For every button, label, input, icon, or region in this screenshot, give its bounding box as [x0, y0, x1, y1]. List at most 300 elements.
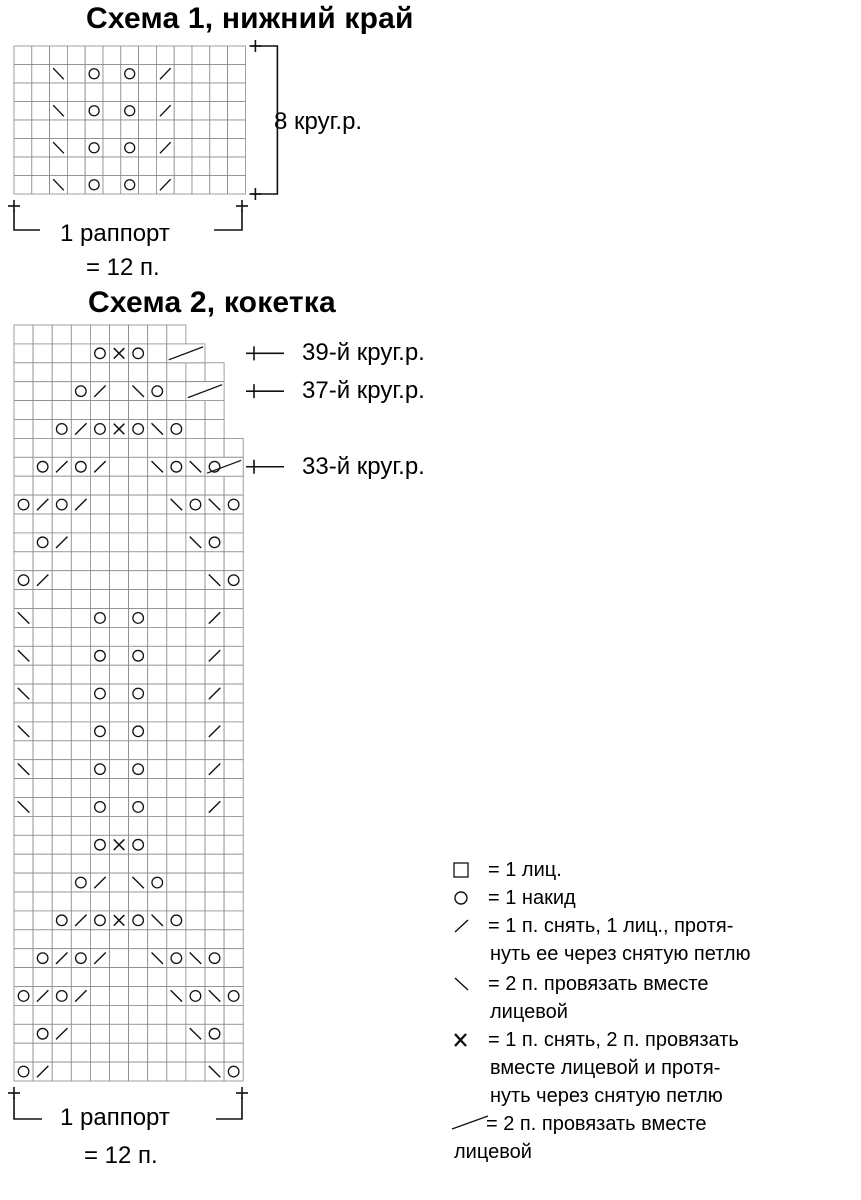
chart-cell	[90, 722, 109, 741]
chart-cell	[186, 741, 205, 760]
chart-cell	[129, 760, 148, 779]
chart-cell	[32, 120, 50, 139]
chart-cell	[67, 176, 85, 195]
chart-cell	[228, 102, 246, 121]
chart-cell	[167, 703, 186, 722]
chart-cell	[167, 741, 186, 760]
chart-cell	[224, 438, 243, 457]
chart-cell	[14, 495, 33, 514]
chart-cell	[224, 609, 243, 628]
chart-cell	[129, 552, 148, 571]
chart-cell	[14, 157, 32, 176]
legend-symbol-dec-left	[455, 978, 468, 990]
chart-cell	[14, 476, 33, 495]
chart-cell	[67, 65, 85, 84]
chart-cell	[85, 157, 103, 176]
chart-cell	[167, 930, 186, 949]
chart-cell	[52, 892, 71, 911]
chart-cell	[33, 533, 52, 552]
chart-cell	[52, 741, 71, 760]
chart-cell	[148, 968, 167, 987]
chart-cell	[205, 1024, 224, 1043]
chart-cell	[90, 325, 109, 344]
chart-cell	[110, 571, 129, 590]
chart1-plus-bottom-left	[8, 200, 20, 212]
chart-cell	[14, 457, 33, 476]
chart-cell	[224, 684, 243, 703]
chart-cell	[167, 363, 186, 382]
chart-cell	[186, 646, 205, 665]
chart-cell	[186, 627, 205, 646]
legend-symbol-yo	[455, 892, 467, 904]
chart-cell	[205, 854, 224, 873]
chart-cell	[224, 873, 243, 892]
chart-cell	[50, 83, 68, 102]
chart-cell	[224, 987, 243, 1006]
chart-cell	[205, 835, 224, 854]
chart-cell	[71, 703, 90, 722]
chart-cell	[71, 344, 90, 363]
chart-cell	[14, 1005, 33, 1024]
chart-cell	[148, 590, 167, 609]
chart-cell	[33, 1005, 52, 1024]
chart-cell	[52, 665, 71, 684]
chart-cell	[186, 590, 205, 609]
chart-cell	[103, 157, 121, 176]
chart1-plus-top-right	[249, 40, 261, 52]
chart-cell	[71, 684, 90, 703]
chart-cell	[52, 571, 71, 590]
chart2-marker-39	[246, 346, 284, 360]
chart-cell	[224, 627, 243, 646]
chart-cell	[224, 665, 243, 684]
chart-cell	[224, 514, 243, 533]
chart-cell	[32, 176, 50, 195]
chart-cell	[186, 571, 205, 590]
chart-cell	[52, 495, 71, 514]
chart-cell	[224, 968, 243, 987]
chart-cell	[167, 949, 186, 968]
chart-cell	[139, 102, 157, 121]
chart-cell	[90, 627, 109, 646]
chart-cell	[224, 741, 243, 760]
chart-cell	[129, 420, 148, 439]
chart-cell	[90, 684, 109, 703]
chart-cell	[90, 1005, 109, 1024]
chart-cell	[103, 65, 121, 84]
chart-cell	[121, 176, 139, 195]
chart-cell	[33, 1024, 52, 1043]
chart-cell	[14, 1024, 33, 1043]
chart-cell	[129, 495, 148, 514]
chart-cell	[14, 892, 33, 911]
chart-cell	[110, 325, 129, 344]
chart-cell	[129, 703, 148, 722]
chart-cell	[14, 102, 32, 121]
chart-cell	[14, 627, 33, 646]
chart-cell	[167, 722, 186, 741]
chart-cell	[14, 363, 33, 382]
chart-cell	[71, 627, 90, 646]
chart-cell	[205, 873, 224, 892]
chart-cell	[210, 65, 228, 84]
chart1-grid	[14, 46, 245, 194]
chart-cell	[14, 65, 32, 84]
chart-cell	[103, 139, 121, 158]
chart-cell	[186, 1062, 205, 1081]
legend-text: нуть ее через снятую петлю	[490, 943, 751, 965]
chart-cell	[186, 438, 205, 457]
chart-cell	[33, 590, 52, 609]
chart-cell	[129, 722, 148, 741]
chart-cell	[167, 1005, 186, 1024]
chart2-row-label-37: 37-й круг.р.	[302, 377, 425, 404]
chart-cell	[50, 120, 68, 139]
chart-cell	[148, 571, 167, 590]
chart-cell	[186, 816, 205, 835]
chart-cell	[71, 1024, 90, 1043]
chart-cell	[129, 627, 148, 646]
chart-cell	[103, 46, 121, 65]
chart-cell	[192, 46, 210, 65]
chart-cell	[71, 382, 90, 401]
chart-cell	[129, 835, 148, 854]
chart-cell	[224, 552, 243, 571]
chart-cell	[167, 646, 186, 665]
chart1-repeat-label: 1 раппорт	[60, 220, 170, 247]
chart-cell	[52, 1043, 71, 1062]
chart-cell	[228, 83, 246, 102]
chart-cell	[90, 363, 109, 382]
chart-cell	[90, 571, 109, 590]
chart-cell	[90, 835, 109, 854]
chart-cell	[205, 741, 224, 760]
chart-cell	[33, 779, 52, 798]
chart-cell	[71, 873, 90, 892]
legend-text: нуть через снятую петлю	[490, 1085, 723, 1107]
chart-cell	[148, 401, 167, 420]
chart-cell	[71, 665, 90, 684]
chart2-repeat-count: = 12 п.	[84, 1142, 158, 1169]
chart-cell	[167, 665, 186, 684]
chart-cell	[90, 344, 109, 363]
chart-cell	[52, 438, 71, 457]
chart-cell	[148, 798, 167, 817]
chart-cell	[110, 873, 129, 892]
chart-cell	[139, 120, 157, 139]
legend-text: лицевой	[454, 1141, 532, 1163]
chart-cell	[167, 911, 186, 930]
chart-cell	[129, 1005, 148, 1024]
chart-cell	[205, 363, 224, 382]
chart-cell	[103, 120, 121, 139]
chart-cell	[33, 627, 52, 646]
chart-cell	[167, 514, 186, 533]
chart-cell	[148, 533, 167, 552]
chart-cell	[71, 1043, 90, 1062]
chart-cell	[110, 476, 129, 495]
chart-cell	[224, 646, 243, 665]
chart-cell	[129, 949, 148, 968]
chart-cell	[148, 854, 167, 873]
chart-cell	[110, 363, 129, 382]
chart-cell	[167, 457, 186, 476]
chart-cell	[148, 552, 167, 571]
chart-cell	[90, 741, 109, 760]
chart-cell	[33, 401, 52, 420]
chart-cell	[224, 835, 243, 854]
chart-cell	[71, 760, 90, 779]
chart-cell	[205, 552, 224, 571]
chart-cell	[90, 816, 109, 835]
chart-cell	[14, 552, 33, 571]
chart-cell	[167, 1043, 186, 1062]
chart-cell	[90, 968, 109, 987]
chart-cell	[186, 1043, 205, 1062]
chart-cell	[14, 665, 33, 684]
chart-cell	[210, 46, 228, 65]
chart-cell	[52, 646, 71, 665]
chart-cell	[121, 83, 139, 102]
chart-cell	[129, 987, 148, 1006]
chart-cell	[90, 760, 109, 779]
chart-cell	[224, 798, 243, 817]
chart-cell	[85, 139, 103, 158]
chart-cell	[33, 911, 52, 930]
chart-cell	[110, 741, 129, 760]
chart-cell	[186, 722, 205, 741]
chart-cell	[14, 930, 33, 949]
chart-cell	[110, 854, 129, 873]
chart-cell	[167, 968, 186, 987]
chart-cell	[71, 533, 90, 552]
chart-cell	[210, 83, 228, 102]
chart-cell	[71, 325, 90, 344]
chart-cell	[129, 930, 148, 949]
chart-cell	[205, 968, 224, 987]
chart-cell	[90, 514, 109, 533]
chart-cell	[14, 854, 33, 873]
chart-cell	[167, 798, 186, 817]
chart-cell	[205, 930, 224, 949]
chart-cell	[186, 1005, 205, 1024]
chart-cell	[167, 571, 186, 590]
chart-cell	[33, 420, 52, 439]
chart-cell	[228, 139, 246, 158]
chart-cell	[186, 609, 205, 628]
chart-cell	[129, 684, 148, 703]
chart1-rows-label: 8 круг.р.	[274, 108, 363, 135]
chart-cell	[110, 590, 129, 609]
chart-cell	[110, 1005, 129, 1024]
chart-cell	[156, 83, 174, 102]
chart-cell	[174, 139, 192, 158]
chart-cell	[129, 665, 148, 684]
chart-cell	[71, 571, 90, 590]
chart-cell	[210, 157, 228, 176]
chart-cell	[121, 102, 139, 121]
chart-cell	[14, 779, 33, 798]
chart-cell	[186, 665, 205, 684]
chart-cell	[167, 382, 186, 401]
chart-cell	[52, 344, 71, 363]
chart-cell	[210, 120, 228, 139]
chart-cell	[71, 609, 90, 628]
chart-cell	[67, 83, 85, 102]
chart-cell	[90, 892, 109, 911]
chart-cell	[33, 344, 52, 363]
chart-cell	[167, 835, 186, 854]
chart-cell	[71, 552, 90, 571]
chart-cell	[110, 382, 129, 401]
chart-cell	[129, 533, 148, 552]
chart-cell	[167, 533, 186, 552]
chart-cell	[33, 646, 52, 665]
chart-cell	[33, 684, 52, 703]
chart-cell	[110, 968, 129, 987]
chart-cell	[33, 741, 52, 760]
chart-cell	[167, 873, 186, 892]
legend-text: вместе лицевой и протя-	[490, 1057, 721, 1079]
chart-cell	[14, 816, 33, 835]
chart-cell	[148, 1024, 167, 1043]
chart-cell	[52, 325, 71, 344]
chart-cell	[14, 590, 33, 609]
chart-cell	[129, 798, 148, 817]
chart-cell	[110, 930, 129, 949]
chart-cell	[156, 120, 174, 139]
chart-cell	[90, 609, 109, 628]
chart-cell	[33, 816, 52, 835]
chart-cell	[90, 987, 109, 1006]
chart-cell	[33, 722, 52, 741]
chart-cell	[224, 571, 243, 590]
chart-cell	[129, 457, 148, 476]
chart-cell	[14, 401, 33, 420]
chart-cell	[186, 968, 205, 987]
chart-cell	[90, 779, 109, 798]
chart2-row-label-39: 39-й круг.р.	[302, 339, 425, 366]
chart-cell	[110, 457, 129, 476]
chart-cell	[167, 476, 186, 495]
chart-cell	[167, 1062, 186, 1081]
chart-cell	[90, 495, 109, 514]
chart-cell	[71, 741, 90, 760]
chart-cell	[52, 987, 71, 1006]
chart-cell	[71, 457, 90, 476]
chart-cell	[52, 363, 71, 382]
chart-cell	[205, 476, 224, 495]
chart-cell	[148, 325, 167, 344]
chart-cell	[224, 590, 243, 609]
chart-cell	[90, 798, 109, 817]
chart1-plus-bottom-right	[249, 188, 261, 200]
chart-cell	[186, 495, 205, 514]
legend-text: = 1 лиц.	[488, 859, 562, 881]
chart-cell	[90, 552, 109, 571]
chart-cell	[71, 438, 90, 457]
chart1-repeat-count: = 12 п.	[86, 254, 160, 281]
chart-cell	[52, 1062, 71, 1081]
chart-cell	[52, 552, 71, 571]
chart-cell	[148, 987, 167, 1006]
chart-cell	[129, 816, 148, 835]
chart-cell	[90, 420, 109, 439]
chart-cell	[148, 476, 167, 495]
chart-cell	[156, 46, 174, 65]
chart-cell	[148, 438, 167, 457]
chart-cell	[148, 627, 167, 646]
chart-cell	[129, 854, 148, 873]
chart-cell	[205, 911, 224, 930]
chart-cell	[186, 401, 205, 420]
chart-cell	[186, 892, 205, 911]
chart-cell	[121, 65, 139, 84]
chart-cell	[129, 344, 148, 363]
chart-cell	[205, 514, 224, 533]
chart-cell	[90, 930, 109, 949]
legend-text: = 2 п. провязать вместе	[486, 1113, 707, 1135]
chart-cell	[52, 968, 71, 987]
chart-cell	[148, 382, 167, 401]
chart-cell	[129, 646, 148, 665]
chart-cell	[85, 120, 103, 139]
chart1-plus-bottom-right-2	[236, 200, 248, 212]
chart-cell	[103, 83, 121, 102]
chart-cell	[52, 514, 71, 533]
chart-cell	[52, 382, 71, 401]
chart-cell	[167, 325, 186, 344]
chart-cell	[205, 401, 224, 420]
chart-cell	[148, 646, 167, 665]
chart-cell	[67, 102, 85, 121]
chart-cell	[52, 722, 71, 741]
chart-cell	[174, 176, 192, 195]
chart-cell	[71, 930, 90, 949]
chart-cell	[205, 1005, 224, 1024]
chart-cell	[129, 1043, 148, 1062]
chart-cell	[186, 854, 205, 873]
chart-cell	[228, 120, 246, 139]
chart-cell	[129, 438, 148, 457]
chart-cell	[71, 854, 90, 873]
chart-cell	[52, 911, 71, 930]
chart-cell	[71, 646, 90, 665]
chart-cell	[174, 102, 192, 121]
chart-cell	[33, 760, 52, 779]
chart-cell	[52, 930, 71, 949]
legend-symbol-knit	[454, 863, 468, 877]
chart1-rows-bracket	[251, 46, 277, 194]
chart-cell	[156, 157, 174, 176]
chart-cell	[192, 102, 210, 121]
chart-cell	[192, 176, 210, 195]
chart-cell	[167, 438, 186, 457]
chart-cell	[129, 363, 148, 382]
chart-cell	[110, 1062, 129, 1081]
chart-cell	[205, 779, 224, 798]
chart-cell	[33, 835, 52, 854]
chart-cell	[129, 401, 148, 420]
chart-cell	[14, 139, 32, 158]
chart-cell	[224, 779, 243, 798]
chart-cell	[210, 139, 228, 158]
chart-cell	[129, 968, 148, 987]
chart-cell	[32, 83, 50, 102]
chart-cell	[148, 703, 167, 722]
legend-text: = 2 п. провязать вместе	[488, 973, 709, 995]
chart-cell	[14, 120, 32, 139]
